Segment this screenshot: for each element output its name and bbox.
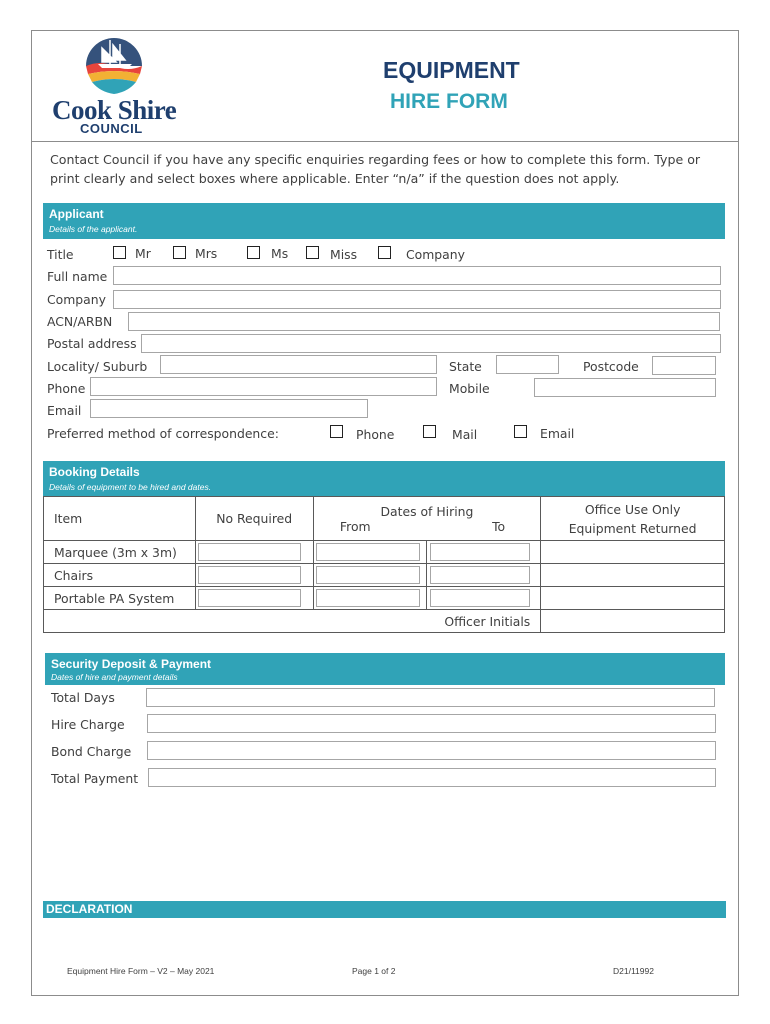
marquee-from-field[interactable] <box>316 543 421 561</box>
title-company-label: Company <box>406 247 465 262</box>
booking-header-row <box>44 497 725 519</box>
officer-initials-cell <box>541 610 725 633</box>
state-label: State <box>449 359 482 374</box>
applicant-section-header <box>43 203 725 239</box>
pref-mail-checkbox[interactable] <box>423 425 436 438</box>
acn-label: ACN/ARBN <box>47 314 113 329</box>
booking-table <box>43 496 725 633</box>
equipment-returned-label: Equipment Returned <box>568 520 697 536</box>
mobile-field[interactable] <box>534 378 716 397</box>
item-pa-system: Portable PA System <box>44 587 196 610</box>
title-mr-checkbox[interactable] <box>113 246 126 259</box>
full-name-label: Full name <box>47 269 108 284</box>
mobile-label: Mobile <box>449 381 490 396</box>
chairs-to-field[interactable] <box>430 566 530 584</box>
table-row <box>44 587 725 610</box>
title-mrs-label: Mrs <box>195 246 218 261</box>
email-label: Email <box>47 403 82 418</box>
bond-charge-label: Bond Charge <box>51 744 132 759</box>
phone-label: Phone <box>47 381 86 396</box>
intro-text: Contact Council if you have any specific enquiries regarding fees or how to complete this form. Type or print clearly and select boxes where applicable. Enter “n/a” if the question does not apply. <box>50 152 701 186</box>
table-row <box>44 541 725 564</box>
header-divider <box>31 141 739 142</box>
booking-section-header <box>43 461 725 497</box>
applicant-subheading: Details of the applicant. <box>49 224 138 234</box>
pref-phone-checkbox[interactable] <box>330 425 343 438</box>
title-miss-checkbox[interactable] <box>306 246 319 259</box>
col-no-required-header: No Required <box>195 497 313 541</box>
title-miss-label: Miss <box>330 247 358 262</box>
pa-office-cell <box>541 587 725 610</box>
table-row <box>44 564 725 587</box>
booking-heading: Booking Details <box>49 465 140 479</box>
logo-text-council: COUNCIL <box>80 121 143 136</box>
col-from-header: From <box>313 519 427 541</box>
form-title: EQUIPMENT <box>383 57 520 83</box>
marquee-no-required-field[interactable] <box>198 543 301 561</box>
bond-charge-field[interactable] <box>147 741 716 760</box>
footer-document-id: D21/11992 <box>613 966 654 976</box>
booking-subheading: Details of equipment to be hired and dates. <box>49 482 212 492</box>
chairs-no-required-field[interactable] <box>198 566 301 584</box>
preferred-correspondence-label: Preferred method of correspondence: <box>47 426 279 441</box>
col-office-header <box>541 497 725 541</box>
phone-field[interactable] <box>90 377 437 396</box>
total-payment-field[interactable] <box>148 768 716 787</box>
title-mrs-checkbox[interactable] <box>173 246 186 259</box>
title-company-checkbox[interactable] <box>378 246 391 259</box>
declaration-heading: DECLARATION <box>46 902 133 916</box>
col-dates-header: Dates of Hiring <box>313 497 541 519</box>
marquee-office-cell <box>541 541 725 564</box>
total-days-field[interactable] <box>146 688 715 707</box>
col-to-header: To <box>427 519 541 541</box>
title-mr-label: Mr <box>135 246 151 261</box>
footer-page-number: Page 1 of 2 <box>352 966 396 976</box>
locality-field[interactable] <box>160 355 437 374</box>
officer-initials-label: Officer Initials <box>44 610 541 633</box>
pref-email-checkbox[interactable] <box>514 425 527 438</box>
hire-charge-field[interactable] <box>147 714 716 733</box>
company-field[interactable] <box>113 290 721 309</box>
state-field[interactable] <box>496 355 559 374</box>
acn-field[interactable] <box>128 312 720 331</box>
pref-email-label: Email <box>540 426 575 441</box>
officer-initials-row <box>44 610 725 633</box>
pref-mail-label: Mail <box>452 427 478 442</box>
total-payment-label: Total Payment <box>51 771 139 786</box>
payment-subheading: Dates of hire and payment details <box>51 672 178 682</box>
postcode-label: Postcode <box>583 359 639 374</box>
item-marquee: Marquee (3m x 3m) <box>44 541 196 564</box>
email-field[interactable] <box>90 399 368 418</box>
payment-section-header <box>45 653 725 685</box>
applicant-heading: Applicant <box>49 207 104 221</box>
logo-text-cook-shire: Cook Shire <box>52 95 177 125</box>
title-ms-checkbox[interactable] <box>247 246 260 259</box>
item-chairs: Chairs <box>44 564 196 587</box>
pa-from-field[interactable] <box>316 589 421 607</box>
full-name-field[interactable] <box>113 266 721 285</box>
postal-address-label: Postal address <box>47 336 137 351</box>
marquee-to-field[interactable] <box>430 543 530 561</box>
postcode-field[interactable] <box>652 356 716 375</box>
company-label: Company <box>47 292 106 307</box>
pref-phone-label: Phone <box>356 427 395 442</box>
pa-to-field[interactable] <box>430 589 530 607</box>
locality-label: Locality/ Suburb <box>47 359 148 374</box>
total-days-label: Total Days <box>51 690 115 705</box>
hire-charge-label: Hire Charge <box>51 717 125 732</box>
footer-form-version: Equipment Hire Form – V2 – May 2021 <box>67 966 215 976</box>
declaration-section-header <box>43 901 726 918</box>
title-ms-label: Ms <box>271 246 289 261</box>
chairs-office-cell <box>541 564 725 587</box>
chairs-from-field[interactable] <box>316 566 421 584</box>
pa-no-required-field[interactable] <box>198 589 301 607</box>
payment-heading: Security Deposit & Payment <box>51 657 212 671</box>
title-label: Title <box>47 247 74 262</box>
col-item-header: Item <box>44 497 196 541</box>
form-subtitle: HIRE FORM <box>390 90 508 113</box>
postal-address-field[interactable] <box>141 334 721 353</box>
office-use-label: Office Use Only <box>584 501 681 517</box>
